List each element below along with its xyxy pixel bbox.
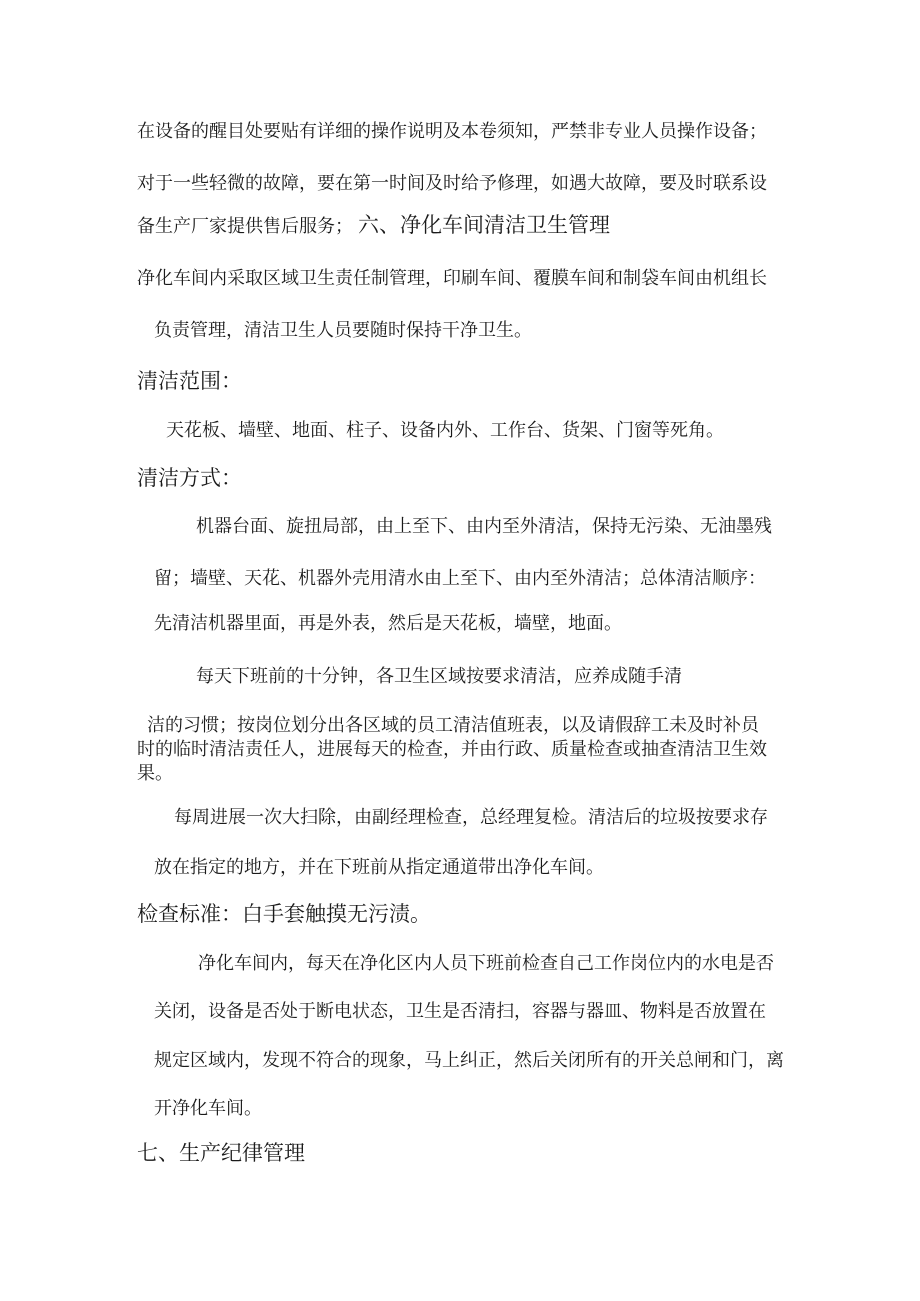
paragraph-line: 时的临时清洁责任人，进展每天的检查，并由行政、质量检查或抽查清洁卫生效	[137, 739, 767, 760]
paragraph-line: 留；墙壁、天花、机器外壳用清水由上至下、由内至外清洁；总体清洁顺序：	[154, 568, 766, 589]
section-heading-6: 六、净化车间清洁卫生管理	[358, 213, 610, 237]
subheading-cleaning-method: 清洁方式：	[137, 466, 242, 490]
paragraph-line: 净化车间内采取区域卫生责任制管理，印刷车间、覆膜车间和制袋车间由机组长	[137, 268, 767, 289]
paragraph-line: 净化车间内，每天在净化区内人员下班前检查自己工作岗位内的水电是否	[198, 953, 774, 974]
paragraph-line: 先清洁机器里面，再是外表，然后是天花板，墙壁，地面。	[154, 613, 622, 634]
paragraph-line: 备生产厂家提供售后服务；	[137, 216, 353, 237]
paragraph-line: 洁的习惯；按岗位划分出各区域的员工清洁值班表，以及请假辞工未及时补员	[147, 715, 759, 736]
paragraph-line: 对于一些轻微的故障，要在第一时间及时给予修理，如遇大故障，要及时联系设	[137, 173, 767, 194]
paragraph-line: 在设备的醒目处要贴有详细的操作说明及本卷须知，严禁非专业人员操作设备；	[137, 121, 767, 142]
subheading-inspection-standard: 检查标准：白手套触摸无污渍。	[137, 902, 431, 926]
paragraph-line: 关闭，设备是否处于断电状态，卫生是否清扫，容器与器皿、物料是否放置在	[154, 1001, 766, 1022]
paragraph-line: 放在指定的地方，并在下班前从指定通道带出净化车间。	[154, 857, 604, 878]
paragraph-line: 每周进展一次大扫除，由副经理检查，总经理复检。清洁后的垃圾按要求存	[174, 807, 768, 828]
subheading-cleaning-scope: 清洁范围：	[137, 369, 242, 393]
paragraph-line: 果。	[137, 763, 173, 784]
section-heading-7: 七、生产纪律管理	[137, 1141, 305, 1165]
paragraph-line: 天花板、墙壁、地面、柱子、设备内外、工作台、货架、门窗等死角。	[166, 420, 724, 441]
paragraph-line: 规定区域内，发现不符合的现象，马上纠正，然后关闭所有的开关总闸和门，离	[154, 1050, 784, 1071]
paragraph-line: 机器台面、旋扭局部，由上至下、由内至外清洁，保持无污染、无油墨残	[196, 516, 772, 537]
paragraph-line: 负责管理，清洁卫生人员要随时保持干净卫生。	[154, 320, 532, 341]
paragraph-line: 每天下班前的十分钟，各卫生区域按要求清洁，应养成随手清	[196, 666, 682, 687]
paragraph-line: 开净化车间。	[154, 1098, 262, 1119]
